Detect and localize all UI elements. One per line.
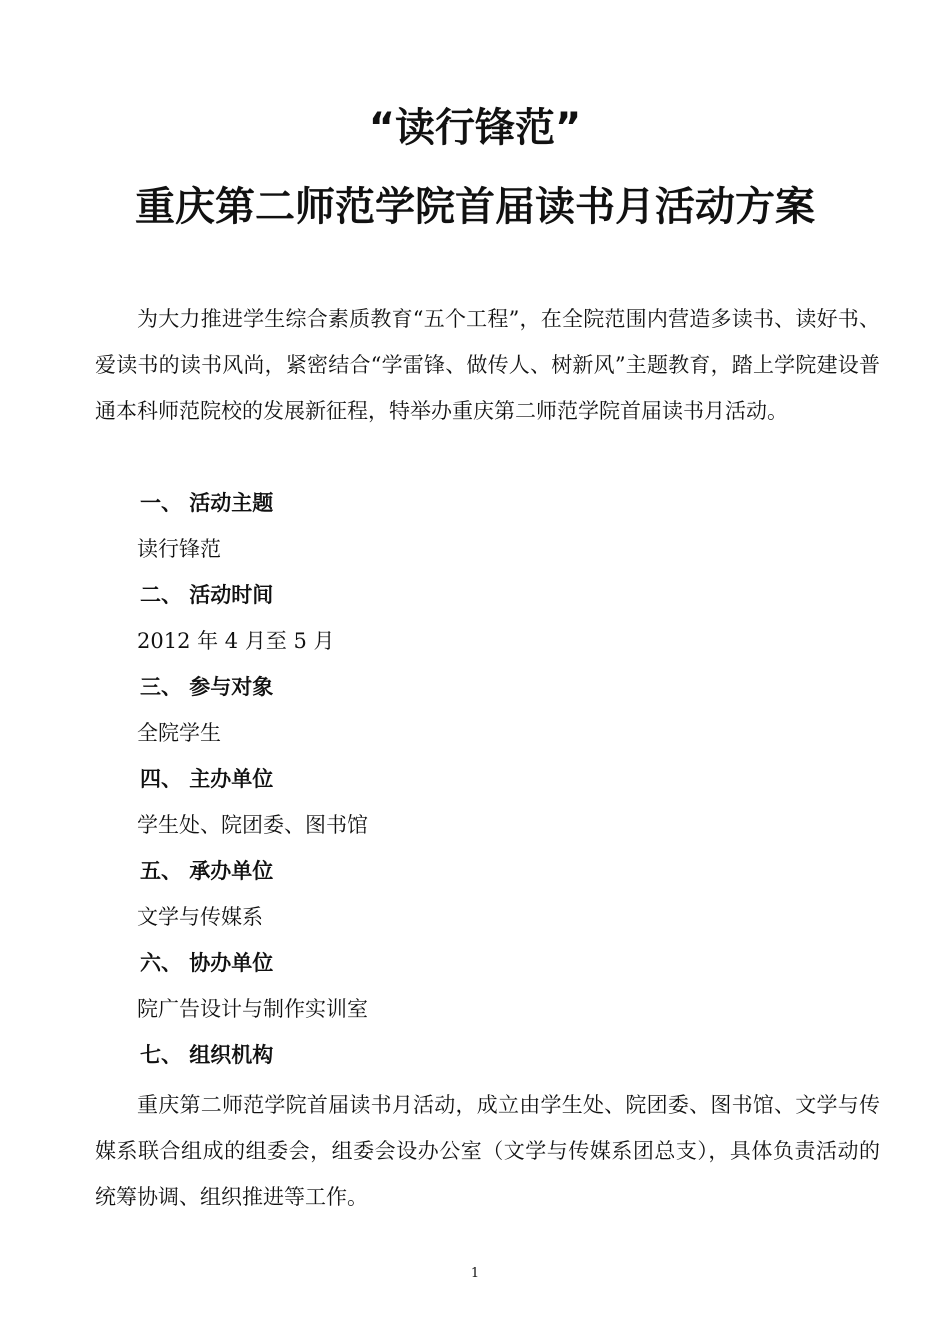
intro-paragraph: 为大力推进学生综合素质教育“五个工程”，在全院范围内营造多读书、读好书、爱读书的读书风尚，紧密结合“学雷锋、做传人、树新风”主题教育，踏上学院建设普通本科师范院校的发展新征程，特举办重庆第二师范学院首届读书月活动。 (95, 307, 880, 423)
section-heading-co-organizer: 六、 协办单位 (140, 951, 274, 975)
section-content-co-organizer: 院广告设计与制作实训室 (137, 997, 368, 1021)
section-content-theme: 读行锋范 (137, 537, 221, 561)
section-heading-time: 二、 活动时间 (140, 583, 274, 607)
section-content-time: 2012 年 4 月至 5 月 (137, 629, 335, 653)
page-number: 1 (470, 1266, 480, 1281)
document-title-quote: “读行锋范” (368, 105, 582, 151)
section-heading-organization: 七、 组织机构 (140, 1043, 274, 1067)
section-heading-theme: 一、 活动主题 (140, 491, 274, 515)
section-content-participants: 全院学生 (137, 721, 221, 745)
section-heading-participants: 三、 参与对象 (140, 675, 274, 699)
section-content-organizer: 文学与传媒系 (137, 905, 263, 929)
section-heading-organizer: 五、 承办单位 (140, 859, 274, 883)
section-content-organization: 重庆第二师范学院首届读书月活动，成立由学生处、院团委、图书馆、文学与传媒系联合组成的组委会，组委会设办公室（文学与传媒系团总支），具体负责活动的统筹协调、组织推进等工作。 (95, 1093, 880, 1209)
section-content-host: 学生处、院团委、图书馆 (137, 813, 368, 837)
document-title: 重庆第二师范学院首届读书月活动方案 (135, 184, 815, 230)
section-heading-host: 四、 主办单位 (140, 767, 274, 791)
